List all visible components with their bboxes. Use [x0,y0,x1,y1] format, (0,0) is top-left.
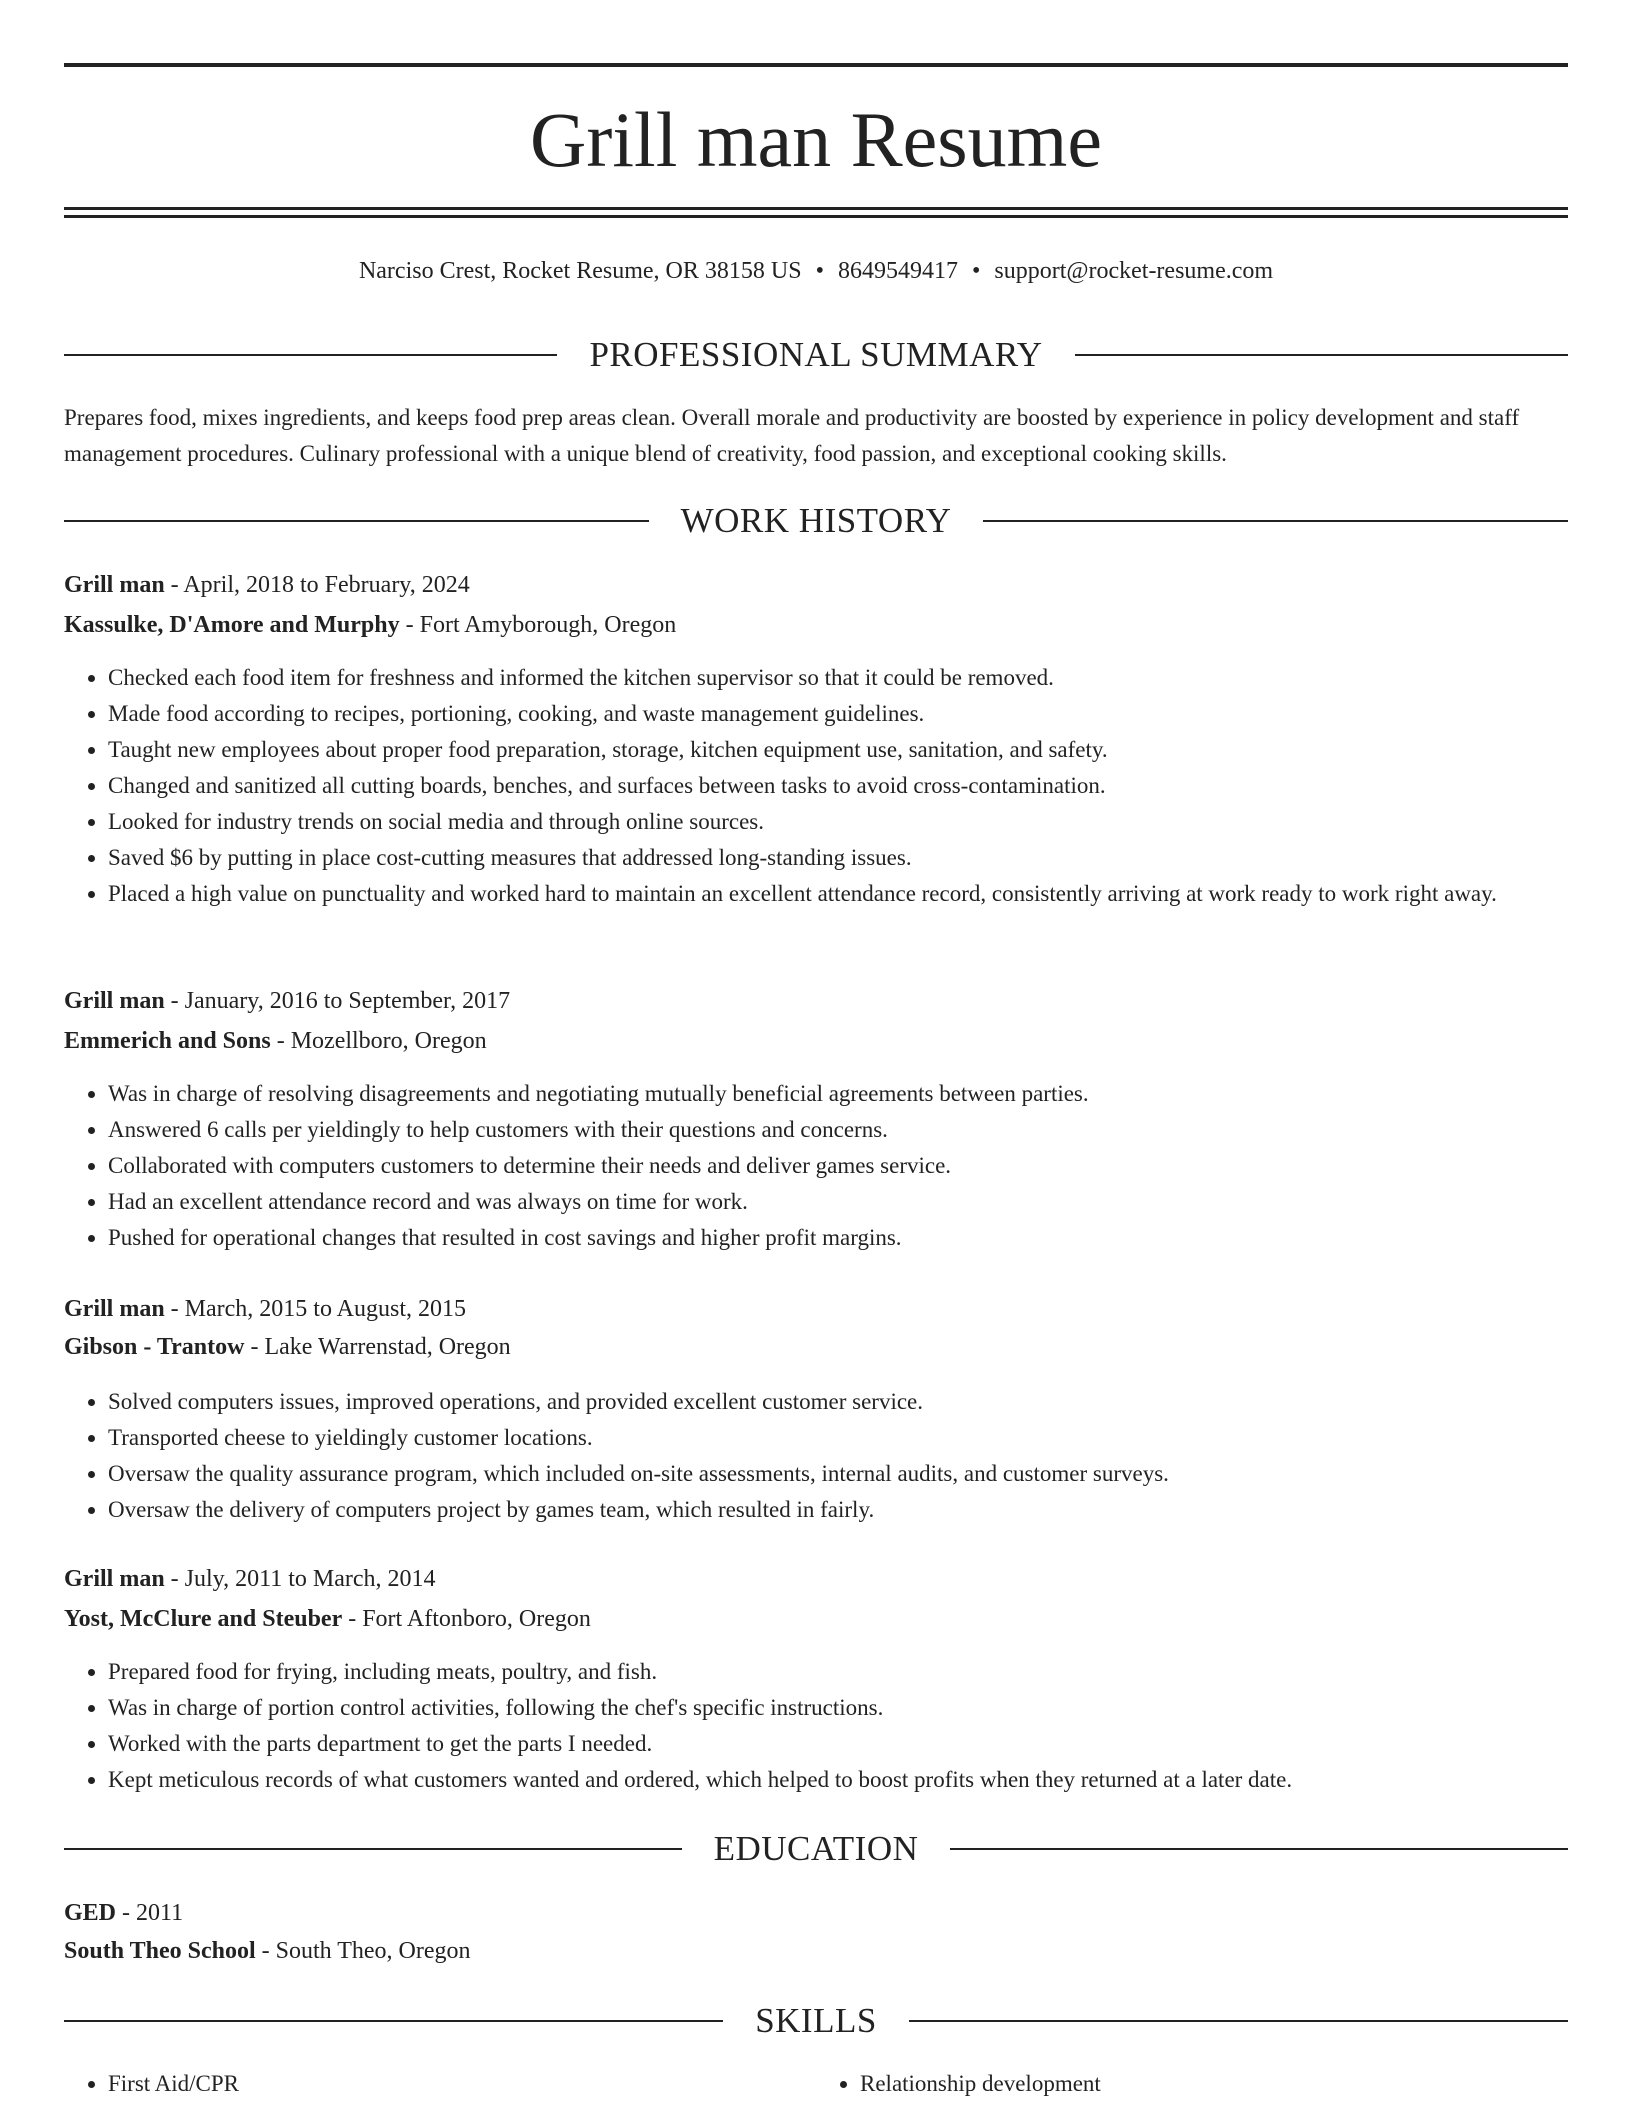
job-bullets [64,1654,1568,1798]
job-company-line [64,1330,1568,1364]
job-company: Emmerich and Sons [64,1028,271,1054]
job-title: Grill man [64,1296,165,1322]
heading-rule [64,1848,682,1850]
job-title-line [64,1562,1568,1596]
education-school-line [64,1934,1568,1968]
heading-rule [983,520,1568,522]
job-title-line [64,1292,1568,1326]
skill-item: • Relationship development [860,2066,1568,2102]
summary-text: Prepares food, mixes ingredients, and keeps food prep areas clean. Overall morale and productivity are boosted by experience in policy development and staff management procedures. Culinary professional with a unique blend of creativity, food passion, and exceptional cooking skills. [64,405,1520,466]
list-item: • Collaborated with computers customers to determine their needs and deliver games service. [108,1148,1568,1184]
job-bullets [64,1076,1568,1256]
education-location: - South Theo, Oregon [255,1938,471,1964]
section-heading-education [64,1827,1568,1871]
section-title: PROFESSIONAL SUMMARY [589,335,1043,374]
heading-rule [64,520,649,522]
list-item: • Had an excellent attendance record and was always on time for work. [108,1184,1568,1220]
job-title: Grill man [64,988,165,1014]
job-location: - Fort Aftonboro, Oregon [342,1606,591,1632]
contact-separator: • [971,258,981,284]
skills-list-left [64,2066,816,2102]
education-degree: GED [64,1900,117,1926]
job-company-line [64,608,1568,642]
list-item: • Answered 6 calls per yieldingly to help customers with their questions and concerns. [108,1112,1568,1148]
list-item: • Kept meticulous records of what customers wanted and ordered, which helped to boost profits when they returned at a later date. [108,1762,1568,1798]
heading-rule [1075,354,1568,356]
job-bullets [64,1384,1568,1528]
contact-phone: 8649549417 [837,258,958,284]
list-item: • Worked with the parts department to get the parts I needed. [108,1726,1568,1762]
section-title: WORK HISTORY [680,501,952,540]
education-year: - 2011 [116,1900,184,1926]
job-company: Kassulke, D'Amore and Murphy [64,612,400,638]
contact-separator: • [815,258,824,284]
skills-list-right [816,2066,1568,2102]
list-item: • Prepared food for frying, including meats, poultry, and fish. [108,1654,1568,1690]
section-heading-summary [64,333,1568,377]
job-title: Grill man [64,572,165,598]
job-location: - Mozellboro, Oregon [270,1028,487,1054]
job-location: - Lake Warrenstad, Oregon [244,1334,511,1360]
title-double-rule [64,207,1568,218]
list-item: • Saved $6 by putting in place cost-cutting measures that addressed long-standing issues. [108,840,1568,876]
heading-rule [64,354,557,356]
section-title: EDUCATION [713,1829,919,1868]
list-item: • Transported cheese to yieldingly customer locations. [108,1420,1568,1456]
section-title: SKILLS [755,2001,877,2040]
job-company: Gibson - Trantow [64,1334,245,1360]
job-company-line [64,1024,1568,1058]
job-title: Grill man [64,1566,165,1592]
job-dates: - March, 2015 to August, 2015 [164,1296,466,1322]
contact-line [64,254,1568,288]
job-bullets [64,660,1568,912]
section-heading-work-history [64,499,1568,543]
top-rule [64,63,1568,67]
contact-email: support@rocket-resume.com [994,258,1274,284]
job-company-line [64,1602,1568,1636]
skills-columns [64,2066,1568,2102]
list-item: • Checked each food item for freshness and informed the kitchen supervisor so that it could be removed. [108,660,1568,696]
section-heading-skills [64,1999,1568,2043]
heading-rule [64,2020,723,2022]
job-company: Yost, McClure and Steuber [64,1606,343,1632]
list-item: • Oversaw the quality assurance program, which included on-site assessments, internal audits, and customer surveys. [108,1456,1568,1492]
list-item: • Placed a high value on punctuality and worked hard to maintain an excellent attendance record, consistently arriving at work ready to work right away. [108,876,1568,912]
job-location: - Fort Amyborough, Oregon [399,612,677,638]
list-item: • Changed and sanitized all cutting boards, benches, and surfaces between tasks to avoid cross-contamination. [108,768,1568,804]
list-item: • Pushed for operational changes that resulted in cost savings and higher profit margins. [108,1220,1568,1256]
heading-rule [950,1848,1568,1850]
job-title-line [64,568,1568,602]
heading-rule [909,2020,1568,2022]
list-item: • Made food according to recipes, portioning, cooking, and waste management guidelines. [108,696,1568,732]
resume-title: Grill man Resume [530,96,1102,183]
list-item: • Oversaw the delivery of computers project by games team, which resulted in fairly. [108,1492,1568,1528]
contact-address: Narciso Crest, Rocket Resume, OR 38158 US [358,258,802,284]
job-title-line [64,984,1568,1018]
job-dates: - July, 2011 to March, 2014 [164,1566,436,1592]
job-dates: - January, 2016 to September, 2017 [164,988,511,1014]
list-item: • Was in charge of resolving disagreements and negotiating mutually beneficial agreements between parties. [108,1076,1568,1112]
list-item: • Taught new employees about proper food preparation, storage, kitchen equipment use, sanitation, and safety. [108,732,1568,768]
list-item: • Was in charge of portion control activities, following the chef's specific instructions. [108,1690,1568,1726]
job-dates: - April, 2018 to February, 2024 [164,572,470,598]
education-degree-line [64,1896,1568,1930]
list-item: • Looked for industry trends on social media and through online sources. [108,804,1568,840]
skill-item: • First Aid/CPR [108,2066,816,2102]
list-item: • Solved computers issues, improved operations, and provided excellent customer service. [108,1384,1568,1420]
education-school: South Theo School [64,1938,256,1964]
